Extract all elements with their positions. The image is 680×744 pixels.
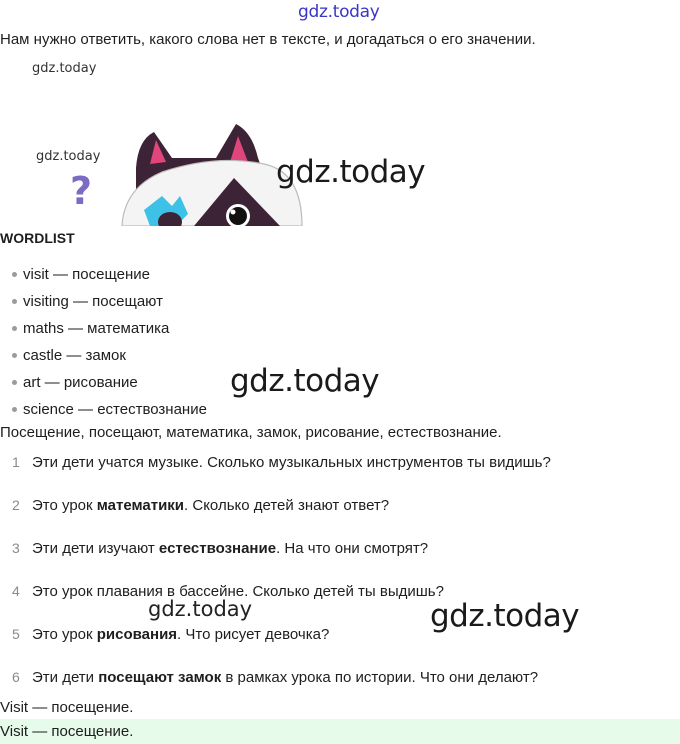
wordlist-item-text: science — естествознание (23, 401, 207, 418)
wordlist-item-text: castle — замок (23, 347, 126, 364)
question-text: Эти дети изучают (32, 540, 159, 557)
watermark-big-2: gdz.today (230, 363, 380, 399)
wordlist-item-text: maths — математика (23, 320, 170, 337)
question-number: 6 (12, 669, 20, 685)
question-text-end: . Сколько детей знают ответ? (184, 497, 390, 514)
question-text: Это урок плавания в бассейне. Сколько детей ты выдишь? (32, 583, 444, 600)
wordlist-item (12, 347, 126, 364)
bullet-icon (12, 407, 17, 412)
question-item (12, 497, 389, 514)
question-number: 5 (12, 626, 20, 642)
bullet-icon (12, 299, 17, 304)
question-text-end: в рамках урока по истории. Что они делают? (221, 669, 539, 686)
question-number: 2 (12, 497, 20, 513)
bullet-icon (12, 272, 17, 277)
mascot-icon (66, 118, 306, 226)
wordlist-item-text: visiting — посещают (23, 293, 163, 310)
question-text-end: . Что рисует девочка? (177, 626, 330, 643)
question-bold: естествознание (158, 540, 277, 557)
watermark-big-3: gdz.today (430, 598, 580, 634)
bullet-icon (12, 326, 17, 331)
intro-text: Нам нужно ответить, какого слова нет в тексте, и догадаться о его значении. (0, 31, 536, 48)
watermark-small-1: gdz.today (32, 61, 97, 76)
wordlist-item (12, 293, 163, 310)
question-bold: посещают замок (98, 669, 222, 686)
bullet-icon (12, 353, 17, 358)
question-number: 3 (12, 540, 20, 556)
translation-text: Посещение, посещают, математика, замок, рисование, естествознание. (0, 424, 502, 441)
question-item (12, 583, 444, 600)
question-number: 4 (12, 583, 20, 599)
wordlist-title: WORDLIST (0, 230, 75, 246)
question-text: Это урок (32, 497, 97, 514)
question-text: Это урок (32, 626, 97, 643)
wordlist-item (12, 401, 207, 418)
wordlist-item-text: visit — посещение (23, 266, 150, 283)
wordlist-item (12, 266, 150, 283)
question-text: Эти дети учатся музыке. Сколько музыкальных инструментов ты видишь? (32, 454, 551, 471)
answer-line-highlighted: Visit — посещение. (0, 719, 680, 744)
mascot-illustration (66, 118, 306, 231)
bullet-icon (12, 380, 17, 385)
question-bold: рисования (96, 626, 178, 643)
answer-line: Visit — посещение. (0, 699, 134, 716)
question-text: Эти дети (32, 669, 99, 686)
wordlist-item (12, 374, 138, 391)
watermark-small-2: gdz.today (36, 149, 101, 164)
wordlist-item (12, 320, 169, 337)
question-number: 1 (12, 454, 20, 470)
question-item (12, 626, 329, 643)
question-item (12, 454, 551, 471)
question-text-end: . На что они смотрят? (276, 540, 429, 557)
question-mark-icon: ? (70, 169, 93, 213)
watermark-top: gdz.today (298, 2, 380, 22)
wordlist-item-text: art — рисование (23, 374, 138, 391)
watermark-big-1: gdz.today (276, 154, 426, 190)
question-bold: математики (96, 497, 185, 514)
question-item (12, 540, 428, 557)
watermark-medium: gdz.today (148, 597, 253, 621)
question-item (12, 669, 538, 686)
